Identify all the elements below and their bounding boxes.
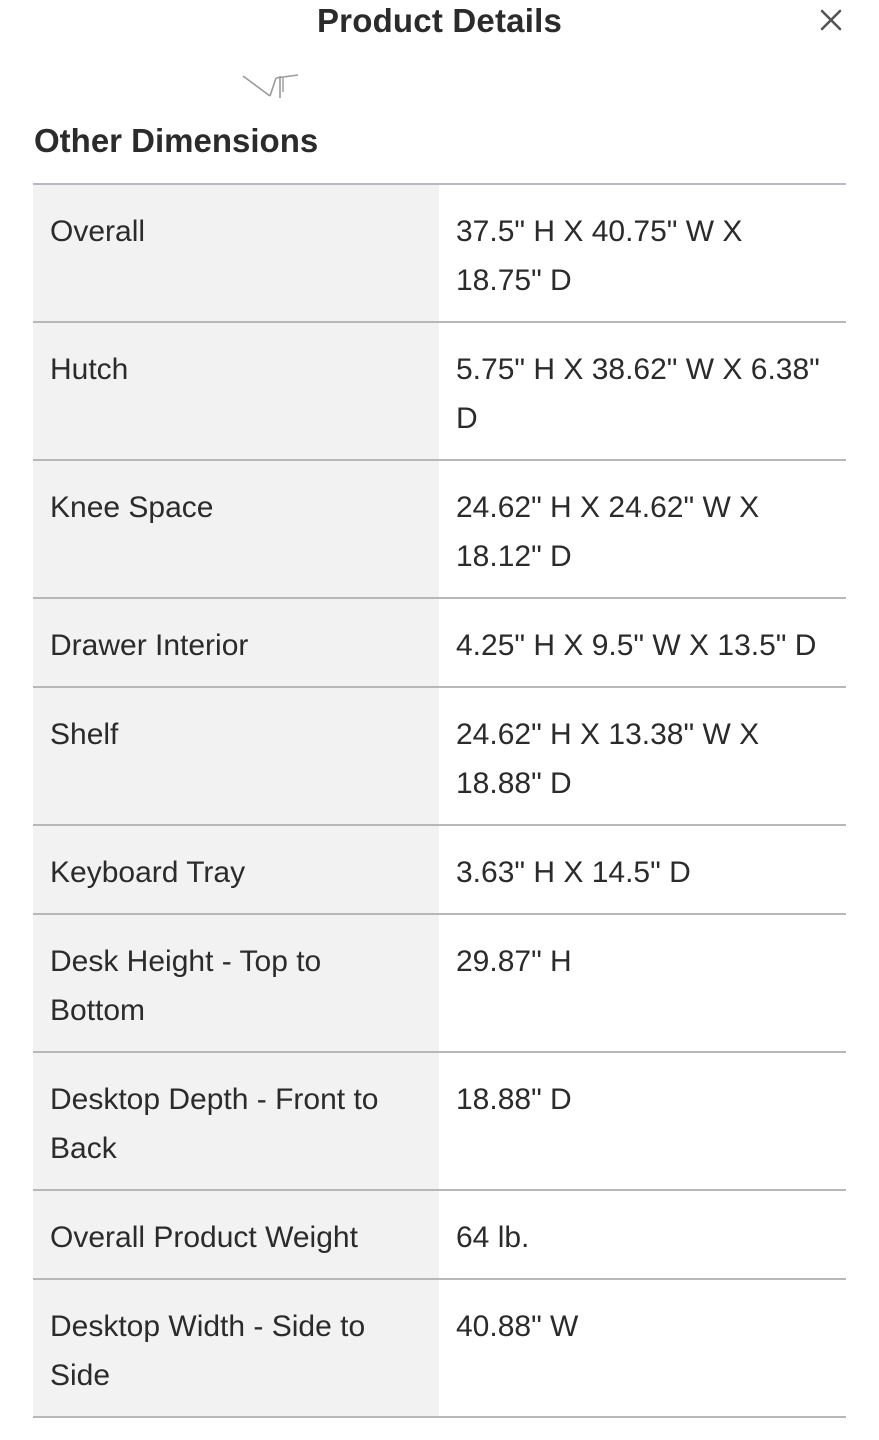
dimensions-table: [33, 183, 846, 1418]
dimension-value: 24.62" H X 13.38" W X 18.88" D: [439, 688, 846, 824]
table-row: [33, 826, 846, 915]
dimension-value: 18.88" D: [439, 1053, 846, 1189]
dimension-value: 24.62" H X 24.62" W X 18.12" D: [439, 461, 846, 597]
dimension-label: Overall Product Weight: [33, 1191, 439, 1278]
close-icon: [820, 9, 842, 31]
dimension-label: Overall: [33, 185, 439, 321]
table-row: [33, 1053, 846, 1191]
table-row: [33, 599, 846, 688]
dimension-value: 37.5" H X 40.75" W X 18.75" D: [439, 185, 846, 321]
dimension-value: 64 lb.: [439, 1191, 846, 1278]
dimension-value: 5.75" H X 38.62" W X 6.38" D: [439, 323, 846, 459]
close-button[interactable]: [811, 0, 851, 40]
dimension-label: Shelf: [33, 688, 439, 824]
table-row: [33, 688, 846, 826]
dimension-value: 3.63" H X 14.5" D: [439, 826, 846, 913]
dimension-value: 4.25" H X 9.5" W X 13.5" D: [439, 599, 846, 686]
table-row: [33, 1280, 846, 1418]
table-row: [33, 1191, 846, 1280]
table-row: [33, 915, 846, 1053]
dimension-diagram-fragment: [240, 68, 304, 104]
modal-title: Product Details: [316, 2, 563, 39]
dimension-label: Knee Space: [33, 461, 439, 597]
section-title-other-dimensions: Other Dimensions: [34, 122, 319, 159]
dimension-value: 40.88" W: [439, 1280, 846, 1416]
table-row: [33, 185, 846, 323]
dimension-label: Keyboard Tray: [33, 826, 439, 913]
table-row: [33, 323, 846, 461]
table-row: [33, 461, 846, 599]
dimension-label: Desk Height - Top to Bottom: [33, 915, 439, 1051]
dimension-label: Hutch: [33, 323, 439, 459]
modal-header: [0, 0, 879, 60]
dimension-label: Desktop Width - Side to Side: [33, 1280, 439, 1416]
dimension-label: Drawer Interior: [33, 599, 439, 686]
dimension-value: 29.87" H: [439, 915, 846, 1051]
dimension-label: Desktop Depth - Front to Back: [33, 1053, 439, 1189]
